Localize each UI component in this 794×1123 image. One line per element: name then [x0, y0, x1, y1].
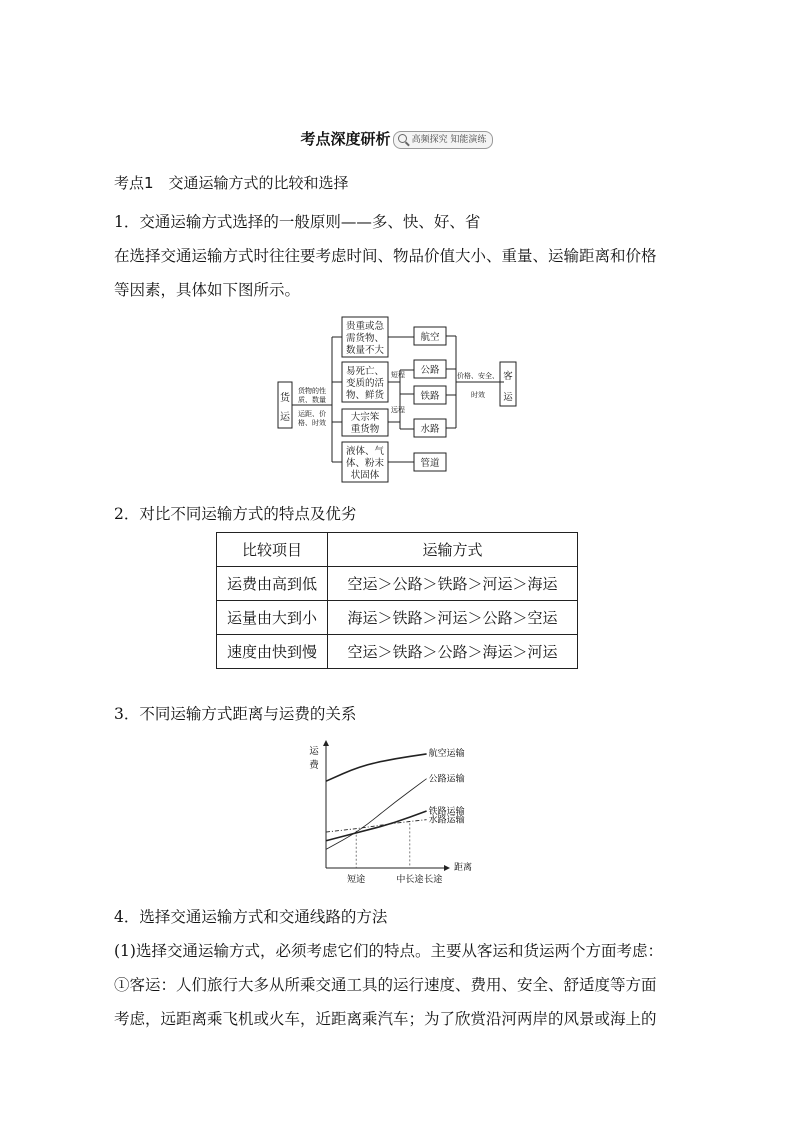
factor-1a: 货物的性 — [298, 387, 326, 395]
x-tick-label-1: 短途 — [347, 875, 366, 885]
goods-4-line-2: 体、粉末 — [345, 458, 385, 469]
y-label-char-2: 费 — [309, 760, 319, 771]
transport-choice-diagram — [272, 312, 532, 488]
passenger-char-2: 运 — [503, 392, 513, 403]
s4-title: 4．选择交通运输方式和交通线路的方法 — [114, 908, 388, 926]
freight-char-1: 货 — [280, 393, 290, 404]
s2-title: 2．对比不同运输方式的特点及优劣 — [114, 505, 357, 523]
section-title — [0, 128, 794, 149]
series-label-3: 铁路运输 — [428, 806, 465, 817]
series-line-3 — [326, 811, 427, 841]
table-header-item: 比较项目 — [217, 533, 328, 567]
mode-air-label: 航空 — [420, 332, 440, 343]
series-label-2: 公路运输 — [428, 774, 465, 785]
s4-line2: 考虑，远距离乘飞机或火车，近距离乘汽车；为了欣赏沿河两岸的风景或海上的 — [114, 1010, 657, 1028]
table-cell: 空运＞铁路＞公路＞海运＞河运 — [328, 635, 578, 669]
short-label: 短程 — [391, 371, 405, 379]
topic-heading: 考点1 交通运输方式的比较和选择 — [114, 174, 349, 192]
table-row — [217, 601, 578, 635]
series-line-1 — [326, 754, 427, 781]
y-label-char-1: 运 — [309, 746, 319, 757]
s3-title: 3．不同运输方式距离与运费的关系 — [114, 705, 357, 723]
passenger-char-1: 客 — [503, 371, 513, 382]
series-line-4 — [326, 820, 427, 832]
section-title-text: 考点深度研析 — [300, 130, 391, 148]
series-label-1: 航空运输 — [428, 748, 465, 759]
s1-line1: 在选择交通运输方式时往往要考虑时间、物品价值大小、重量、运输距离和价格 — [114, 247, 657, 265]
table-header-mode: 运输方式 — [328, 533, 578, 567]
s4-line1: ①客运：人们旅行大多从所乘交通工具的运行速度、费用、安全、舒适度等方面 — [114, 976, 657, 994]
s1-line2: 等因素，具体如下图所示。 — [114, 281, 301, 299]
section-tag-text: 高频探究 知能演练 — [411, 134, 487, 145]
table-cell: 海运＞铁路＞河运＞公路＞空运 — [328, 601, 578, 635]
mode-water-label: 水路 — [420, 424, 440, 435]
goods-2-line-1: 易死亡、 — [345, 366, 385, 377]
goods-4-line-1: 液体、气 — [345, 446, 385, 457]
table-cell: 运量由大到小 — [217, 601, 328, 635]
mode-pipe-label: 管道 — [420, 458, 440, 469]
x-tick-label-3: 长途 — [424, 875, 443, 885]
x-axis-arrow — [444, 865, 450, 871]
factor-2a: 运距、价 — [298, 410, 326, 418]
table-header-row — [217, 533, 578, 567]
table-row — [217, 635, 578, 669]
goods-2-line-2: 变质的活 — [345, 378, 385, 389]
goods-1-line-1: 贵重或急 — [345, 321, 385, 332]
goods-3-line-2: 重货物 — [350, 424, 380, 435]
passenger-factor-a: 价格、安全、 — [457, 372, 499, 380]
table-cell: 空运＞公路＞铁路＞河运＞海运 — [328, 567, 578, 601]
y-axis-arrow — [323, 740, 329, 746]
series-line-2 — [326, 779, 427, 850]
x-tick-label-2: 中长途 — [396, 875, 424, 885]
table-cell: 速度由快到慢 — [217, 635, 328, 669]
table-row — [217, 567, 578, 601]
factor-2b: 格、时效 — [298, 419, 326, 427]
search-icon — [398, 134, 407, 143]
cost-distance-chart — [308, 738, 478, 886]
mode-road-label: 公路 — [420, 365, 440, 376]
goods-1-line-3: 数量不大 — [345, 345, 385, 356]
mode-rail-label: 铁路 — [420, 391, 440, 402]
goods-2-line-3: 物、鲜货 — [345, 390, 385, 401]
section-tag — [393, 131, 494, 149]
s4-sub1: (1)选择交通运输方式，必须考虑它们的特点。主要从客运和货运两个方面考虑： — [114, 942, 663, 960]
s1-title: 1．交通运输方式选择的一般原则——多、快、好、省 — [114, 213, 481, 231]
x-label: 距离 — [453, 863, 473, 873]
goods-3-line-1: 大宗笨 — [350, 412, 380, 423]
freight-char-2: 运 — [280, 412, 290, 423]
goods-4-line-3: 状固体 — [350, 470, 380, 481]
table-cell: 运费由高到低 — [217, 567, 328, 601]
passenger-factor-b: 时效 — [471, 391, 485, 399]
factor-1b: 质、数量 — [298, 396, 326, 404]
long-label: 远程 — [391, 406, 405, 414]
comparison-table — [216, 532, 578, 669]
series-label-4: 水路运输 — [428, 815, 465, 826]
goods-1-line-2: 需货物、 — [345, 333, 385, 344]
